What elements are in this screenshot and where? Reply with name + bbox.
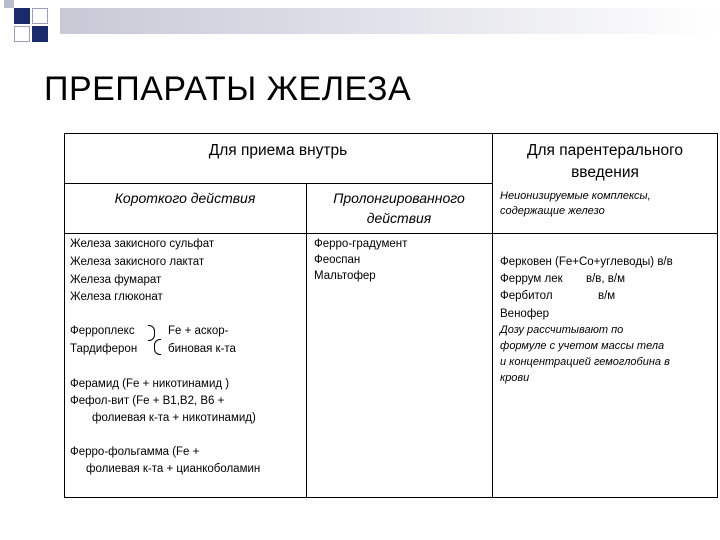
decor-square-navy-2 [32,26,48,42]
header-oral: Для приема внутрь [208,142,348,159]
divider-oral-subheader [64,183,492,184]
dose-note-line: формуле с учетом массы тела [500,340,665,352]
decor-square-gray [4,0,14,8]
ferrum-lek-route: в/в, в/м [586,273,626,285]
decor-square-white-1 [32,8,48,24]
parenteral-item: Ферковен (Fe+Co+углеводы) в/в [500,256,673,268]
fefol-vit-line1: Фефол-вит (Fe + B1,B2, B6 + [70,395,225,407]
short-item: Железа глюконат [70,291,163,303]
divider-main-vertical [492,133,493,498]
short-item: Железа закисного сульфат [70,238,215,250]
parenteral-note-line2: содержащие железо [500,205,605,217]
divider-short-prolonged [306,183,307,498]
prolonged-item: Ферро-градумент [314,238,408,250]
short-item: Железа фумарат [70,274,162,286]
parenteral-item: Феррум лек [500,273,563,285]
ferroplex: Ферроплекс [70,325,135,337]
divider-subheader-body [64,233,718,234]
parenteral-note-line1: Неионизируемые комплексы, [500,190,651,202]
prolonged-item: Феоспан [314,254,361,266]
short-item: Железа закисного лактат [70,256,205,268]
decor-square-navy-1 [14,8,30,24]
decor-square-white-2 [14,26,30,42]
slide-title: ПРЕПАРАТЫ ЖЕЛЕЗА [44,70,412,108]
decor-top-bar [60,8,720,34]
dose-note-line: крови [500,372,530,384]
combo-line2: биновая к-та [168,343,236,355]
subheader-prolonged-line1: Пролонгированного [333,190,465,206]
header-parenteral-line1: Для парентерального [526,142,684,159]
brace-left [154,339,161,355]
combo-line1: Fe + аскор- [168,325,229,337]
tardiferon: Тардиферон [70,343,138,355]
subheader-prolonged-line2: действия [366,210,432,226]
ferbitol-route: в/м [598,290,616,302]
fefol-vit-line2: фолиевая к-та + никотинамид) [92,412,256,424]
dose-note-line: Дозу рассчитывают по [500,324,624,336]
prolonged-item: Мальтофер [314,270,376,282]
parenteral-item: Фербитол [500,290,553,302]
header-parenteral-line2: введения [571,164,639,181]
ferro-folgamma-line1: Ферро-фольгамма (Fe + [70,446,200,458]
parenteral-item: Венофер [500,308,550,320]
subheader-short-action: Короткого действия [114,190,256,206]
feramid: Ферамид (Fe + никотинамид ) [70,378,230,390]
ferro-folgamma-line2: фолиевая к-та + цианкоболамин [86,463,261,475]
dose-note-line: и концентрацией гемоглобина в [500,356,670,368]
